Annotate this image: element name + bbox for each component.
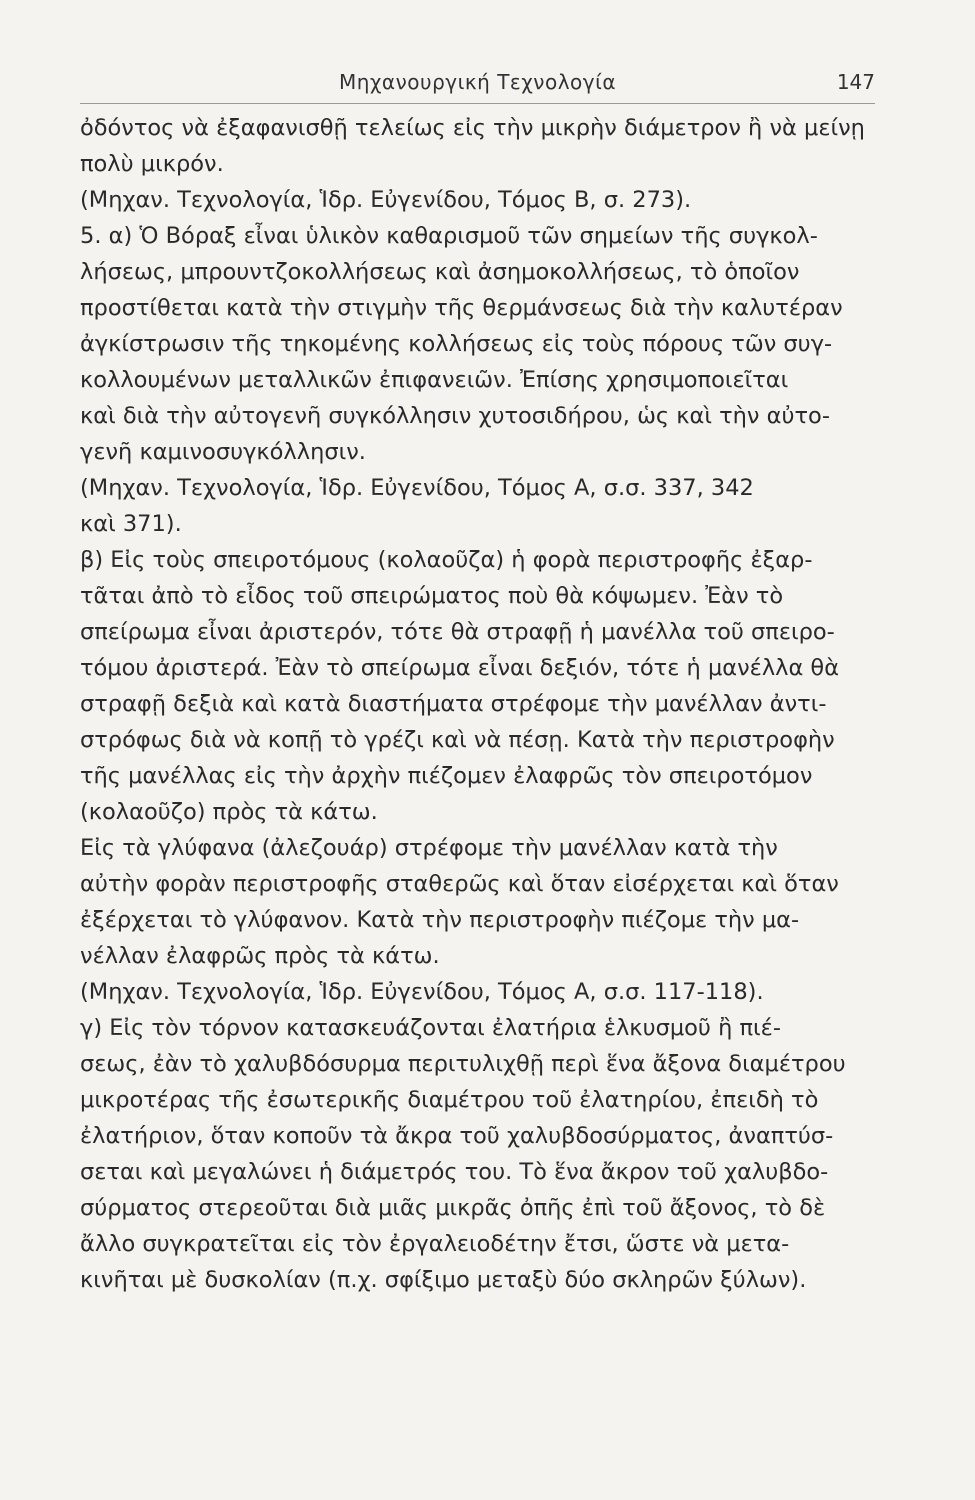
text-line: προστίθεται κατὰ τὴν στιγμὴν τῆς θερμάνσεως διὰ τὴν καλυτέραν (80, 295, 843, 321)
running-title: Μηχανουργική Τεχνολογία (338, 70, 617, 94)
text-line: πολὺ μικρόν. (80, 151, 224, 177)
text-line: τῆς μανέλλας εἰς τὴν ἀρχὴν πιέζομεν ἐλαφρῶς τὸν σπειροτόμον (80, 763, 813, 789)
text-line: σεως, ἐὰν τὸ χαλυβδόσυρμα περιτυλιχθῇ περὶ ἕνα ἄξονα διαμέτρου (80, 1051, 846, 1077)
text-line: σπείρωμα εἶναι ἀριστερόν, τότε θὰ στραφῇ ἡ μανέλλα τοῦ σπειρο- (80, 619, 835, 645)
page-number: 147 (836, 70, 875, 94)
text-line: καὶ διὰ τὴν αὐτογενῆ συγκόλλησιν χυτοσιδήρου, ὡς καὶ τὴν αὐτο- (80, 403, 830, 429)
text-line: καὶ 371). (80, 511, 182, 537)
text-line: ὀδόντος νὰ ἐξαφανισθῇ τελείως εἰς τὴν μικρὴν διάμετρον ἢ νὰ μείνῃ (80, 115, 865, 141)
page-header (80, 70, 875, 104)
text-line: στραφῇ δεξιὰ καὶ κατὰ διαστήματα στρέφομε τὴν μανέλλαν ἀντι- (80, 691, 827, 717)
text-line: ἀγκίστρωσιν τῆς τηκομένης κολλήσεως εἰς τοὺς πόρους τῶν συγ- (80, 331, 833, 357)
text-line: τόμου ἀριστερά. Ἐὰν τὸ σπείρωμα εἶναι δεξιόν, τότε ἡ μανέλλα θὰ (80, 655, 840, 681)
text-line: (κολαοῦζο) πρὸς τὰ κάτω. (80, 799, 378, 825)
text-line: (Μηχαν. Τεχνολογία, Ἱδρ. Εὐγενίδου, Τόμος Β, σ. 273). (80, 187, 692, 213)
header-rule (80, 103, 875, 104)
text-line: ἄλλο συγκρατεῖται εἰς τὸν ἐργαλειοδέτην ἔτσι, ὥστε νὰ μετα- (80, 1231, 790, 1257)
text-line: (Μηχαν. Τεχνολογία, Ἱδρ. Εὐγενίδου, Τόμος Α, σ.σ. 337, 342 (80, 475, 754, 501)
text-line: Εἰς τὰ γλύφανα (ἀλεζουάρ) στρέφομε τὴν μανέλλαν κατὰ τὴν (80, 835, 778, 861)
text-line: σεται καὶ μεγαλώνει ἡ διάμετρός του. Τὸ ἕνα ἄκρον τοῦ χαλυβδο- (80, 1159, 829, 1185)
text-line: σύρματος στερεοῦται διὰ μιᾶς μικρᾶς ὀπῆς ἐπὶ τοῦ ἄξονος, τὸ δὲ (80, 1195, 826, 1221)
text-line: κινῆται μὲ δυσκολίαν (π.χ. σφίξιμο μεταξὺ δύο σκληρῶν ξύλων). (80, 1267, 807, 1293)
text-line: αὐτὴν φορὰν περιστροφῆς σταθερῶς καὶ ὅταν εἰσέρχεται καὶ ὅταν (80, 871, 839, 897)
text-line: γενῆ καμινοσυγκόλλησιν. (80, 439, 366, 465)
text-line: νέλλαν ἐλαφρῶς πρὸς τὰ κάτω. (80, 943, 440, 969)
text-line: λήσεως, μπρουντζοκολλήσεως καὶ ἀσημοκολλήσεως, τὸ ὁποῖον (80, 259, 800, 285)
text-line: 5. α) Ὁ Βόραξ εἶναι ὑλικὸν καθαρισμοῦ τῶν σημείων τῆς συγκολ- (80, 223, 818, 249)
text-line: γ) Εἰς τὸν τόρνον κατασκευάζονται ἐλατήρια ἑλκυσμοῦ ἢ πιέ- (80, 1015, 781, 1041)
text-line: κολλουμένων μεταλλικῶν ἐπιφανειῶν. Ἐπίσης χρησιμοποιεῖται (80, 367, 789, 393)
text-line: μικροτέρας τῆς ἐσωτερικῆς διαμέτρου τοῦ ἐλατηρίου, ἐπειδὴ τὸ (80, 1087, 819, 1113)
text-line: (Μηχαν. Τεχνολογία, Ἱδρ. Εὐγενίδου, Τόμος Α, σ.σ. 117-118). (80, 979, 764, 1005)
page-body (80, 110, 880, 1298)
text-line: ἐλατήριον, ὅταν κοποῦν τὰ ἄκρα τοῦ χαλυβδοσύρματος, ἀναπτύσ- (80, 1123, 834, 1149)
text-line: στρόφως διὰ νὰ κοπῇ τὸ γρέζι καὶ νὰ πέσῃ. Κατὰ τὴν περιστροφὴν (80, 727, 835, 753)
text-line: β) Εἰς τοὺς σπειροτόμους (κολαοῦζα) ἡ φορὰ περιστροφῆς ἐξαρ- (80, 547, 813, 573)
text-line: τᾶται ἀπὸ τὸ εἶδος τοῦ σπειρώματος ποὺ θὰ κόψωμεν. Ἐὰν τὸ (80, 583, 784, 609)
text-line: ἐξέρχεται τὸ γλύφανον. Κατὰ τὴν περιστροφὴν πιέζομε τὴν μα- (80, 907, 800, 933)
